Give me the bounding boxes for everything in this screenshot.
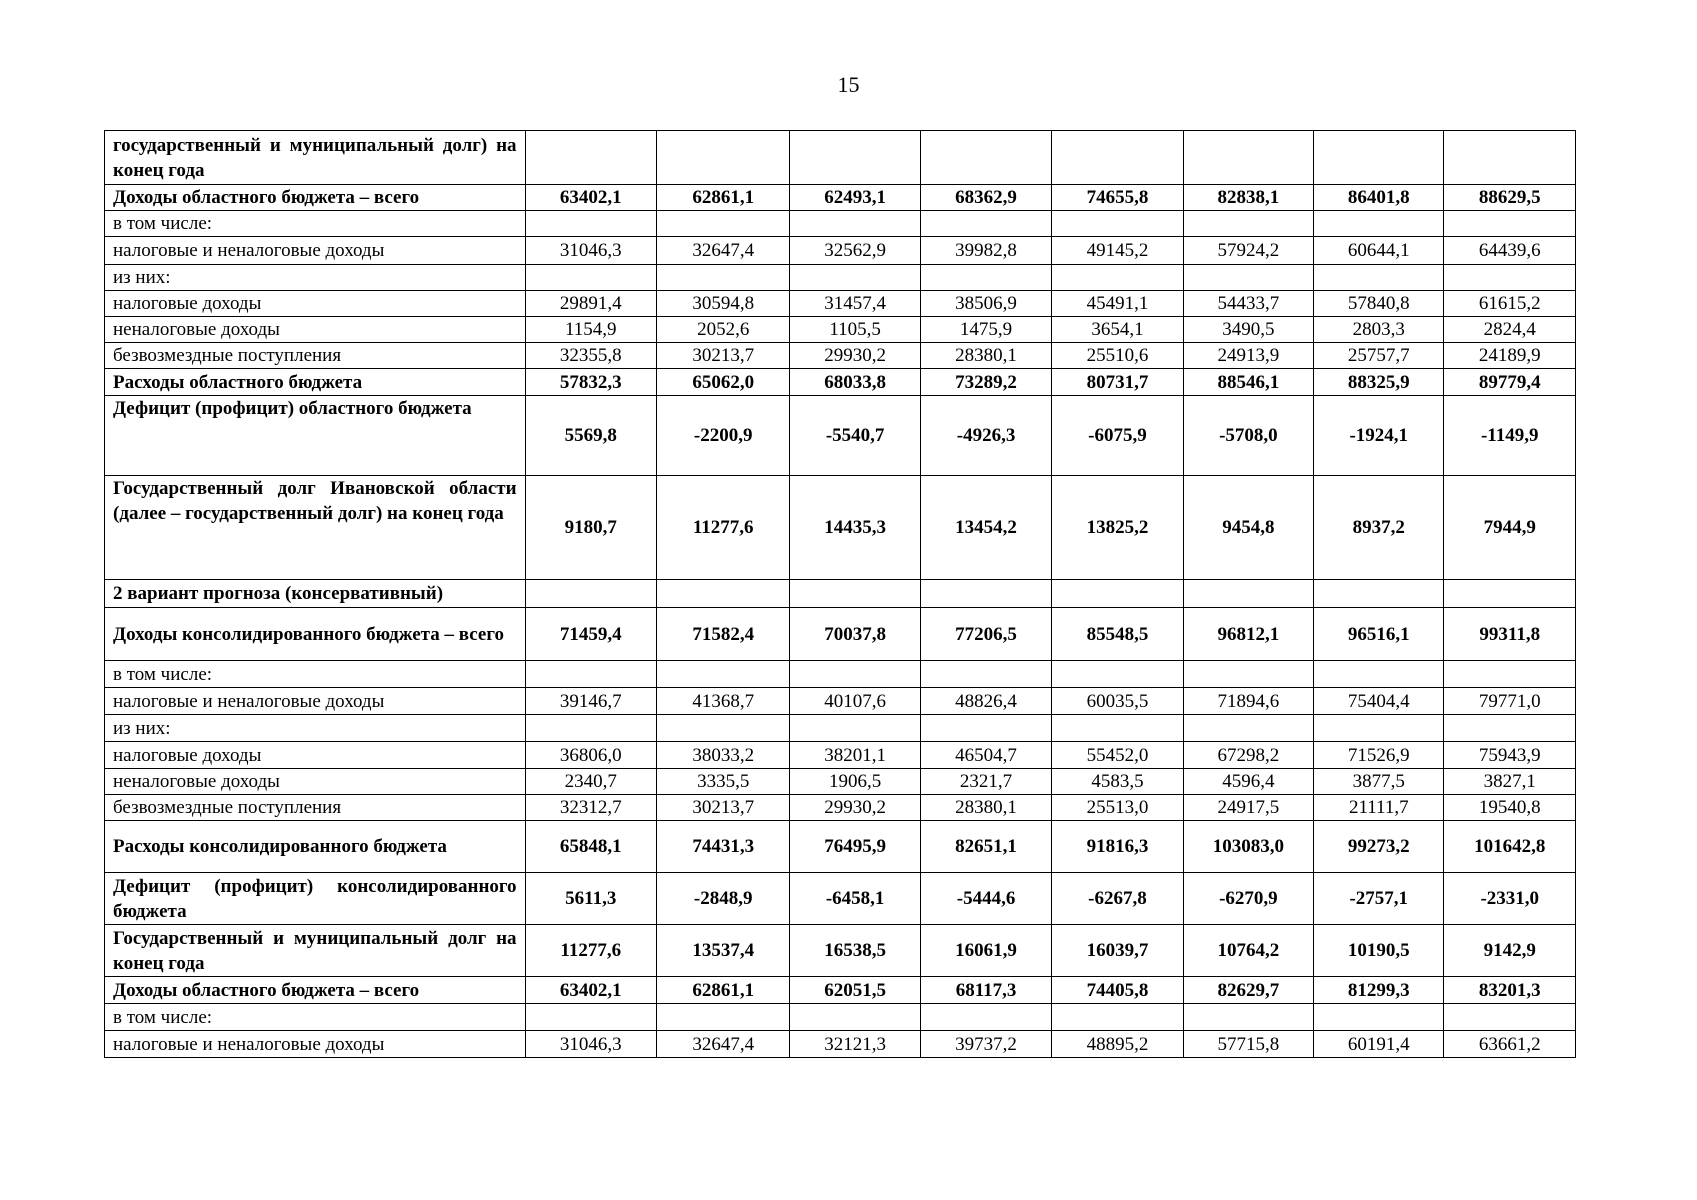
value-cell: 1475,9 <box>920 317 1051 343</box>
value-cell: 60191,4 <box>1314 1031 1444 1058</box>
value-cell: 82629,7 <box>1183 977 1313 1004</box>
value-cell <box>790 661 920 688</box>
value-cell: 10764,2 <box>1183 925 1313 977</box>
value-cell <box>790 1004 920 1031</box>
value-cell: 62861,1 <box>656 185 789 211</box>
value-cell: -2331,0 <box>1444 873 1576 925</box>
row-label: Доходы консолидированного бюджета – всего <box>105 608 526 661</box>
value-cell: 68117,3 <box>920 977 1051 1004</box>
value-cell: 57840,8 <box>1314 291 1444 317</box>
value-cell <box>1444 715 1576 742</box>
table-row <box>105 291 1576 317</box>
value-cell: 88325,9 <box>1314 369 1444 396</box>
value-cell <box>525 715 656 742</box>
value-cell: 75404,4 <box>1314 688 1444 715</box>
value-cell <box>525 211 656 237</box>
value-cell: 36806,0 <box>525 742 656 769</box>
value-cell: 101642,8 <box>1444 821 1576 873</box>
value-cell <box>1444 131 1576 185</box>
value-cell <box>525 1004 656 1031</box>
row-label: Дефицит (профицит) областного бюджета <box>105 396 526 476</box>
table-row <box>105 769 1576 795</box>
value-cell <box>1444 265 1576 291</box>
value-cell: -2848,9 <box>656 873 789 925</box>
value-cell: 46504,7 <box>920 742 1051 769</box>
value-cell: 57832,3 <box>525 369 656 396</box>
value-cell <box>1314 131 1444 185</box>
row-label: налоговые и неналоговые доходы <box>105 688 526 715</box>
row-label: Государственный и муниципальный долг на конец года <box>105 925 526 977</box>
table-row <box>105 688 1576 715</box>
value-cell: 31046,3 <box>525 237 656 265</box>
value-cell: 82838,1 <box>1183 185 1313 211</box>
row-label: в том числе: <box>105 661 526 688</box>
value-cell <box>1314 211 1444 237</box>
row-label: налоговые доходы <box>105 742 526 769</box>
value-cell: 5569,8 <box>525 396 656 476</box>
value-cell: 40107,6 <box>790 688 920 715</box>
value-cell: 7944,9 <box>1444 476 1576 580</box>
value-cell <box>1314 715 1444 742</box>
value-cell: 9142,9 <box>1444 925 1576 977</box>
value-cell: 31046,3 <box>525 1031 656 1058</box>
value-cell: 70037,8 <box>790 608 920 661</box>
value-cell <box>1052 661 1183 688</box>
value-cell: 99311,8 <box>1444 608 1576 661</box>
value-cell: 96812,1 <box>1183 608 1313 661</box>
value-cell: 55452,0 <box>1052 742 1183 769</box>
value-cell: 38201,1 <box>790 742 920 769</box>
value-cell <box>656 211 789 237</box>
value-cell: 3877,5 <box>1314 769 1444 795</box>
value-cell: 67298,2 <box>1183 742 1313 769</box>
row-label: налоговые и неналоговые доходы <box>105 1031 526 1058</box>
value-cell <box>1183 211 1313 237</box>
value-cell: -5444,6 <box>920 873 1051 925</box>
value-cell: 63661,2 <box>1444 1031 1576 1058</box>
value-cell <box>525 661 656 688</box>
table-row <box>105 343 1576 369</box>
value-cell: -6458,1 <box>790 873 920 925</box>
value-cell <box>1314 1004 1444 1031</box>
value-cell: 11277,6 <box>525 925 656 977</box>
value-cell: 60035,5 <box>1052 688 1183 715</box>
value-cell: 71894,6 <box>1183 688 1313 715</box>
value-cell: 21111,7 <box>1314 795 1444 821</box>
value-cell: -4926,3 <box>920 396 1051 476</box>
value-cell: 86401,8 <box>1314 185 1444 211</box>
value-cell: 63402,1 <box>525 977 656 1004</box>
table-row <box>105 715 1576 742</box>
table-row <box>105 1004 1576 1031</box>
value-cell: 2321,7 <box>920 769 1051 795</box>
value-cell: 9454,8 <box>1183 476 1313 580</box>
value-cell <box>1183 1004 1313 1031</box>
value-cell: 32647,4 <box>656 1031 789 1058</box>
value-cell: 3827,1 <box>1444 769 1576 795</box>
value-cell: 48895,2 <box>1052 1031 1183 1058</box>
value-cell <box>1052 131 1183 185</box>
value-cell: 39982,8 <box>920 237 1051 265</box>
table-row <box>105 476 1576 580</box>
value-cell: 83201,3 <box>1444 977 1576 1004</box>
value-cell: 60644,1 <box>1314 237 1444 265</box>
value-cell: 30213,7 <box>656 795 789 821</box>
value-cell: 24913,9 <box>1183 343 1313 369</box>
value-cell: 68033,8 <box>790 369 920 396</box>
value-cell: 62051,5 <box>790 977 920 1004</box>
value-cell <box>1444 661 1576 688</box>
value-cell: -6267,8 <box>1052 873 1183 925</box>
value-cell: 45491,1 <box>1052 291 1183 317</box>
value-cell: 3654,1 <box>1052 317 1183 343</box>
value-cell: 74655,8 <box>1052 185 1183 211</box>
table-row <box>105 1031 1576 1058</box>
value-cell: 29930,2 <box>790 795 920 821</box>
value-cell: 8937,2 <box>1314 476 1444 580</box>
value-cell: 16039,7 <box>1052 925 1183 977</box>
value-cell: 28380,1 <box>920 343 1051 369</box>
value-cell: 48826,4 <box>920 688 1051 715</box>
value-cell: 31457,4 <box>790 291 920 317</box>
row-label: из них: <box>105 715 526 742</box>
row-label: Доходы областного бюджета – всего <box>105 185 526 211</box>
table-row <box>105 211 1576 237</box>
row-label: безвозмездные поступления <box>105 343 526 369</box>
value-cell <box>790 265 920 291</box>
value-cell: 103083,0 <box>1183 821 1313 873</box>
table-row <box>105 396 1576 476</box>
table-row <box>105 925 1576 977</box>
value-cell: 80731,7 <box>1052 369 1183 396</box>
value-cell <box>525 265 656 291</box>
value-cell: 96516,1 <box>1314 608 1444 661</box>
row-label: налоговые доходы <box>105 291 526 317</box>
value-cell: 71526,9 <box>1314 742 1444 769</box>
value-cell: 5611,3 <box>525 873 656 925</box>
value-cell <box>1183 265 1313 291</box>
row-label: в том числе: <box>105 211 526 237</box>
row-label: налоговые и неналоговые доходы <box>105 237 526 265</box>
row-label: Расходы областного бюджета <box>105 369 526 396</box>
budget-table <box>104 130 1576 1058</box>
table-row <box>105 977 1576 1004</box>
table-row <box>105 185 1576 211</box>
value-cell: 2340,7 <box>525 769 656 795</box>
value-cell <box>656 715 789 742</box>
value-cell: 49145,2 <box>1052 237 1183 265</box>
row-label: Государственный долг Ивановской области (далее – государственный долг) на конец года <box>105 476 526 580</box>
value-cell: 75943,9 <box>1444 742 1576 769</box>
value-cell: 30594,8 <box>656 291 789 317</box>
value-cell: 39146,7 <box>525 688 656 715</box>
table-row <box>105 369 1576 396</box>
value-cell <box>790 715 920 742</box>
value-cell: 2824,4 <box>1444 317 1576 343</box>
value-cell: 38506,9 <box>920 291 1051 317</box>
value-cell: 89779,4 <box>1444 369 1576 396</box>
value-cell <box>1444 1004 1576 1031</box>
value-cell: 24189,9 <box>1444 343 1576 369</box>
value-cell <box>920 661 1051 688</box>
value-cell: 77206,5 <box>920 608 1051 661</box>
table-row <box>105 265 1576 291</box>
value-cell <box>656 131 789 185</box>
value-cell <box>1052 715 1183 742</box>
value-cell: 2803,3 <box>1314 317 1444 343</box>
value-cell: 76495,9 <box>790 821 920 873</box>
value-cell: 2052,6 <box>656 317 789 343</box>
value-cell <box>1052 580 1183 608</box>
value-cell: 65848,1 <box>525 821 656 873</box>
value-cell: 32562,9 <box>790 237 920 265</box>
value-cell <box>920 265 1051 291</box>
value-cell: 29930,2 <box>790 343 920 369</box>
row-label: Расходы консолидированного бюджета <box>105 821 526 873</box>
value-cell <box>790 580 920 608</box>
value-cell <box>1314 265 1444 291</box>
table-row <box>105 742 1576 769</box>
page-number: 15 <box>837 72 860 97</box>
value-cell: 57924,2 <box>1183 237 1313 265</box>
table-row <box>105 131 1576 185</box>
value-cell: 74405,8 <box>1052 977 1183 1004</box>
value-cell <box>920 131 1051 185</box>
value-cell: 4596,4 <box>1183 769 1313 795</box>
value-cell: 71459,4 <box>525 608 656 661</box>
value-cell <box>656 1004 789 1031</box>
value-cell <box>525 580 656 608</box>
value-cell <box>525 131 656 185</box>
value-cell: 30213,7 <box>656 343 789 369</box>
value-cell: 1105,5 <box>790 317 920 343</box>
table-row <box>105 580 1576 608</box>
value-cell: 24917,5 <box>1183 795 1313 821</box>
value-cell <box>1183 580 1313 608</box>
value-cell: 99273,2 <box>1314 821 1444 873</box>
value-cell: 81299,3 <box>1314 977 1444 1004</box>
value-cell: 61615,2 <box>1444 291 1576 317</box>
value-cell: -6075,9 <box>1052 396 1183 476</box>
value-cell: 19540,8 <box>1444 795 1576 821</box>
value-cell: 11277,6 <box>656 476 789 580</box>
value-cell <box>1444 211 1576 237</box>
value-cell: 3490,5 <box>1183 317 1313 343</box>
value-cell: 13454,2 <box>920 476 1051 580</box>
value-cell: 54433,7 <box>1183 291 1313 317</box>
value-cell: 32312,7 <box>525 795 656 821</box>
value-cell: 68362,9 <box>920 185 1051 211</box>
value-cell: 25757,7 <box>1314 343 1444 369</box>
value-cell: 32355,8 <box>525 343 656 369</box>
value-cell: 4583,5 <box>1052 769 1183 795</box>
value-cell: 41368,7 <box>656 688 789 715</box>
value-cell: 74431,3 <box>656 821 789 873</box>
value-cell: 88546,1 <box>1183 369 1313 396</box>
value-cell: 63402,1 <box>525 185 656 211</box>
value-cell: 13825,2 <box>1052 476 1183 580</box>
value-cell <box>1444 580 1576 608</box>
value-cell: -6270,9 <box>1183 873 1313 925</box>
value-cell <box>1314 580 1444 608</box>
value-cell: -5708,0 <box>1183 396 1313 476</box>
value-cell: 38033,2 <box>656 742 789 769</box>
table-row <box>105 237 1576 265</box>
row-label: Доходы областного бюджета – всего <box>105 977 526 1004</box>
value-cell <box>920 211 1051 237</box>
value-cell: 57715,8 <box>1183 1031 1313 1058</box>
value-cell: 39737,2 <box>920 1031 1051 1058</box>
value-cell: 62861,1 <box>656 977 789 1004</box>
value-cell <box>1052 211 1183 237</box>
table-row <box>105 873 1576 925</box>
value-cell: 14435,3 <box>790 476 920 580</box>
table-row <box>105 795 1576 821</box>
value-cell: -2200,9 <box>656 396 789 476</box>
value-cell: 29891,4 <box>525 291 656 317</box>
value-cell: 10190,5 <box>1314 925 1444 977</box>
value-cell: 32647,4 <box>656 237 789 265</box>
value-cell: -2757,1 <box>1314 873 1444 925</box>
value-cell <box>920 715 1051 742</box>
row-label: неналоговые доходы <box>105 769 526 795</box>
table-row <box>105 608 1576 661</box>
row-label: безвозмездные поступления <box>105 795 526 821</box>
value-cell: 25510,6 <box>1052 343 1183 369</box>
value-cell <box>1183 661 1313 688</box>
table-row <box>105 821 1576 873</box>
value-cell: 1906,5 <box>790 769 920 795</box>
value-cell: 71582,4 <box>656 608 789 661</box>
value-cell: 91816,3 <box>1052 821 1183 873</box>
value-cell <box>1314 661 1444 688</box>
value-cell <box>920 1004 1051 1031</box>
value-cell: 25513,0 <box>1052 795 1183 821</box>
value-cell <box>1183 131 1313 185</box>
value-cell <box>1183 715 1313 742</box>
value-cell <box>1052 265 1183 291</box>
value-cell: 32121,3 <box>790 1031 920 1058</box>
value-cell: 85548,5 <box>1052 608 1183 661</box>
value-cell: 3335,5 <box>656 769 789 795</box>
value-cell: -1149,9 <box>1444 396 1576 476</box>
value-cell: 16061,9 <box>920 925 1051 977</box>
row-label: Дефицит (профицит) консолидированного бюджета <box>105 873 526 925</box>
value-cell: 82651,1 <box>920 821 1051 873</box>
value-cell: -1924,1 <box>1314 396 1444 476</box>
value-cell: 13537,4 <box>656 925 789 977</box>
value-cell <box>790 211 920 237</box>
row-label: из них: <box>105 265 526 291</box>
value-cell: 28380,1 <box>920 795 1051 821</box>
table-row <box>105 661 1576 688</box>
table-row <box>105 317 1576 343</box>
value-cell <box>1052 1004 1183 1031</box>
value-cell: 1154,9 <box>525 317 656 343</box>
value-cell: 16538,5 <box>790 925 920 977</box>
value-cell: 62493,1 <box>790 185 920 211</box>
value-cell: 88629,5 <box>1444 185 1576 211</box>
value-cell <box>656 661 789 688</box>
value-cell <box>656 580 789 608</box>
value-cell <box>790 131 920 185</box>
value-cell: 65062,0 <box>656 369 789 396</box>
row-label: 2 вариант прогноза (консервативный) <box>105 580 526 608</box>
value-cell <box>656 265 789 291</box>
value-cell: 64439,6 <box>1444 237 1576 265</box>
value-cell <box>920 580 1051 608</box>
value-cell: 79771,0 <box>1444 688 1576 715</box>
value-cell: 73289,2 <box>920 369 1051 396</box>
row-label: неналоговые доходы <box>105 317 526 343</box>
row-label: государственный и муниципальный долг) на конец года <box>105 131 526 185</box>
value-cell: 9180,7 <box>525 476 656 580</box>
value-cell: -5540,7 <box>790 396 920 476</box>
row-label: в том числе: <box>105 1004 526 1031</box>
